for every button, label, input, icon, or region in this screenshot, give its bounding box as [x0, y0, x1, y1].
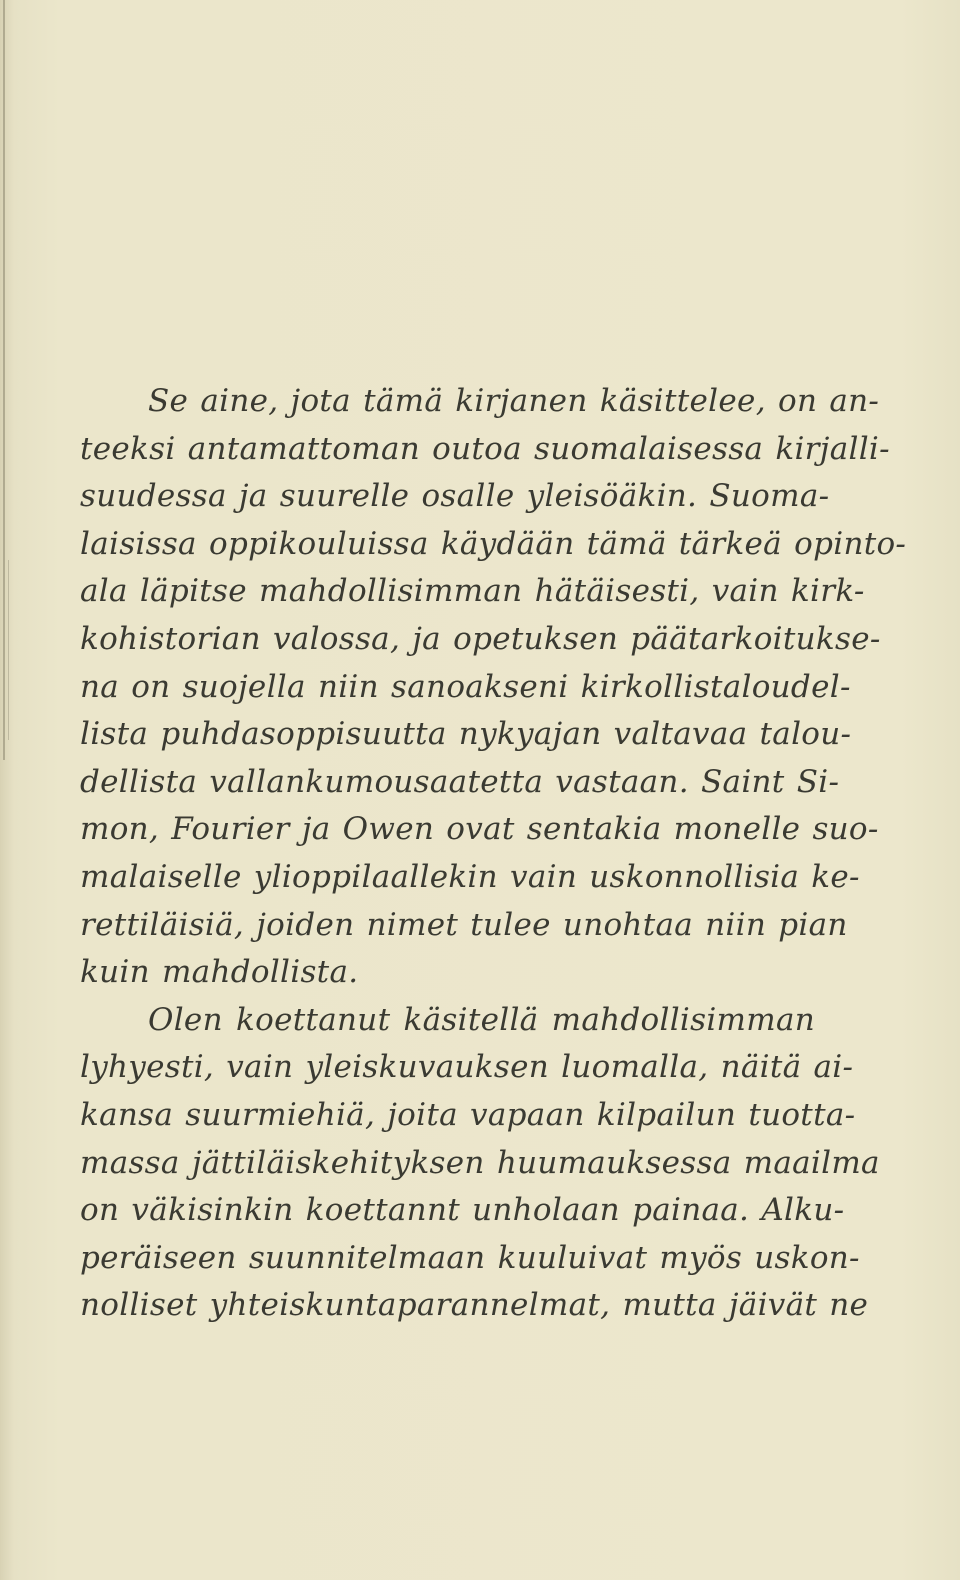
text-line: Olen koettanut käsitellä mahdollisimman	[148, 1001, 815, 1038]
text-line: kuin mahdollista.	[80, 954, 359, 991]
text-line: peräiseen suunnitelmaan kuuluivat myös uskon-	[80, 1239, 860, 1276]
text-line: kansa suurmiehiä, joita vapaan kilpailun tuotta-	[80, 1096, 856, 1133]
page-edge-line-secondary	[8, 560, 9, 740]
text-line: suudessa ja suurelle osalle yleisöäkin. Suoma-	[80, 478, 830, 515]
text-line: on väkisinkin koettannt unholaan painaa. Alku-	[80, 1192, 845, 1229]
text-line: na on suojella niin sanoakseni kirkollistaloudel-	[80, 668, 851, 705]
text-line: rettiläisiä, joiden nimet tulee unohtaa niin pian	[80, 906, 848, 943]
text-line: malaiselle ylioppilaallekin vain uskonnollisia ke-	[80, 858, 860, 895]
paragraph-1	[80, 378, 907, 997]
body-text	[80, 378, 907, 1330]
paragraph-2	[80, 997, 880, 1330]
text-line: lista puhdasoppisuutta nykyajan valtavaa talou-	[80, 716, 852, 753]
text-line: dellista vallankumousaatetta vastaan. Saint Si-	[80, 763, 840, 800]
text-line: lyhyesti, vain yleiskuvauksen luomalla, näitä ai-	[80, 1049, 854, 1086]
text-line: massa jättiläiskehityksen huumauksessa maailma	[80, 1144, 880, 1181]
text-line: nolliset yhteiskuntaparannelmat, mutta jäivät ne	[80, 1287, 869, 1324]
text-line: teeksi antamattoman outoa suomalaisessa kirjalli-	[80, 430, 890, 467]
text-line: kohistorian valossa, ja opetuksen päätarkoitukse-	[80, 620, 881, 657]
text-line: laisissa oppikouluissa käydään tämä tärkeä opinto-	[80, 525, 907, 562]
text-line: ala läpitse mahdollisimman hätäisesti, vain kirk-	[80, 573, 865, 610]
text-line: Se aine, jota tämä kirjanen käsittelee, on an-	[148, 383, 880, 419]
text-line: mon, Fourier ja Owen ovat sentakia monelle suo-	[80, 811, 879, 848]
page-edge-line	[3, 0, 5, 760]
